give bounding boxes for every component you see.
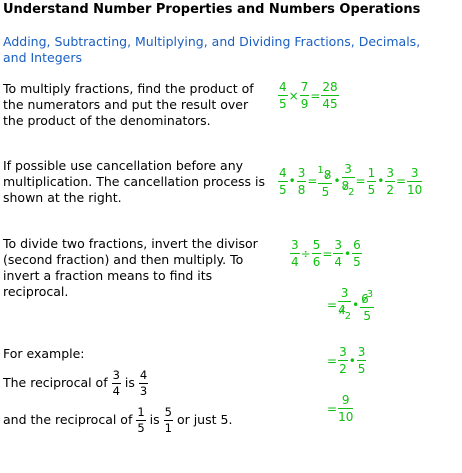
division-example: $\frac{3}{4}$ ÷ $\frac{5}{6}$ = $\frac{3}{4}$ • $\frac{6}{5}$: [291, 238, 361, 269]
cancel-text: If possible use cancellation before any multiplication. The cancellation process is shown at the right.: [3, 158, 266, 205]
divide-text: To divide two fractions, invert the divisor (second fraction) and then multiply. To invert a fraction means to find its reciprocal.: [3, 236, 258, 299]
reciprocal-example-2: and the reciprocal of $\frac{1}{5}$ is $\frac{5}{1}$ or just 5.: [3, 405, 233, 435]
reciprocal-example-1: The reciprocal of $\frac{3}{4}$ is $\frac{4}{3}$: [3, 368, 148, 398]
division-result: = $\frac{9}{10}$: [327, 393, 354, 424]
multiply-example: $\frac{4}{5}$ × $\frac{7}{9}$ = $\frac{28}{45}$: [279, 80, 338, 111]
division-simplified-step: = $\frac{3}{2}$ • $\frac{3}{5}$: [327, 345, 366, 376]
division-cancel-step: = $\frac{3}{4_2}$ • $\frac{6^3}{5}$: [327, 286, 374, 323]
cancellation-example: $\frac{4}{5}$ • $\frac{3}{8}$ = $\frac{^18}{5}$ • $\frac{3}{8_2}$ = $\frac{1}{5}$ • $\frac{3}{2}$ = $\frac{3}{10}$: [279, 162, 423, 199]
multiply-text: To multiply fractions, find the product of the numerators and put the result over the product of the denominators.: [3, 81, 254, 128]
page-title: Understand Number Properties and Numbers Operations: [3, 2, 421, 17]
example-label: For example:: [3, 346, 85, 361]
page-subtitle: Adding, Subtracting, Multiplying, and Dividing Fractions, Decimals, and Integers: [3, 34, 421, 65]
